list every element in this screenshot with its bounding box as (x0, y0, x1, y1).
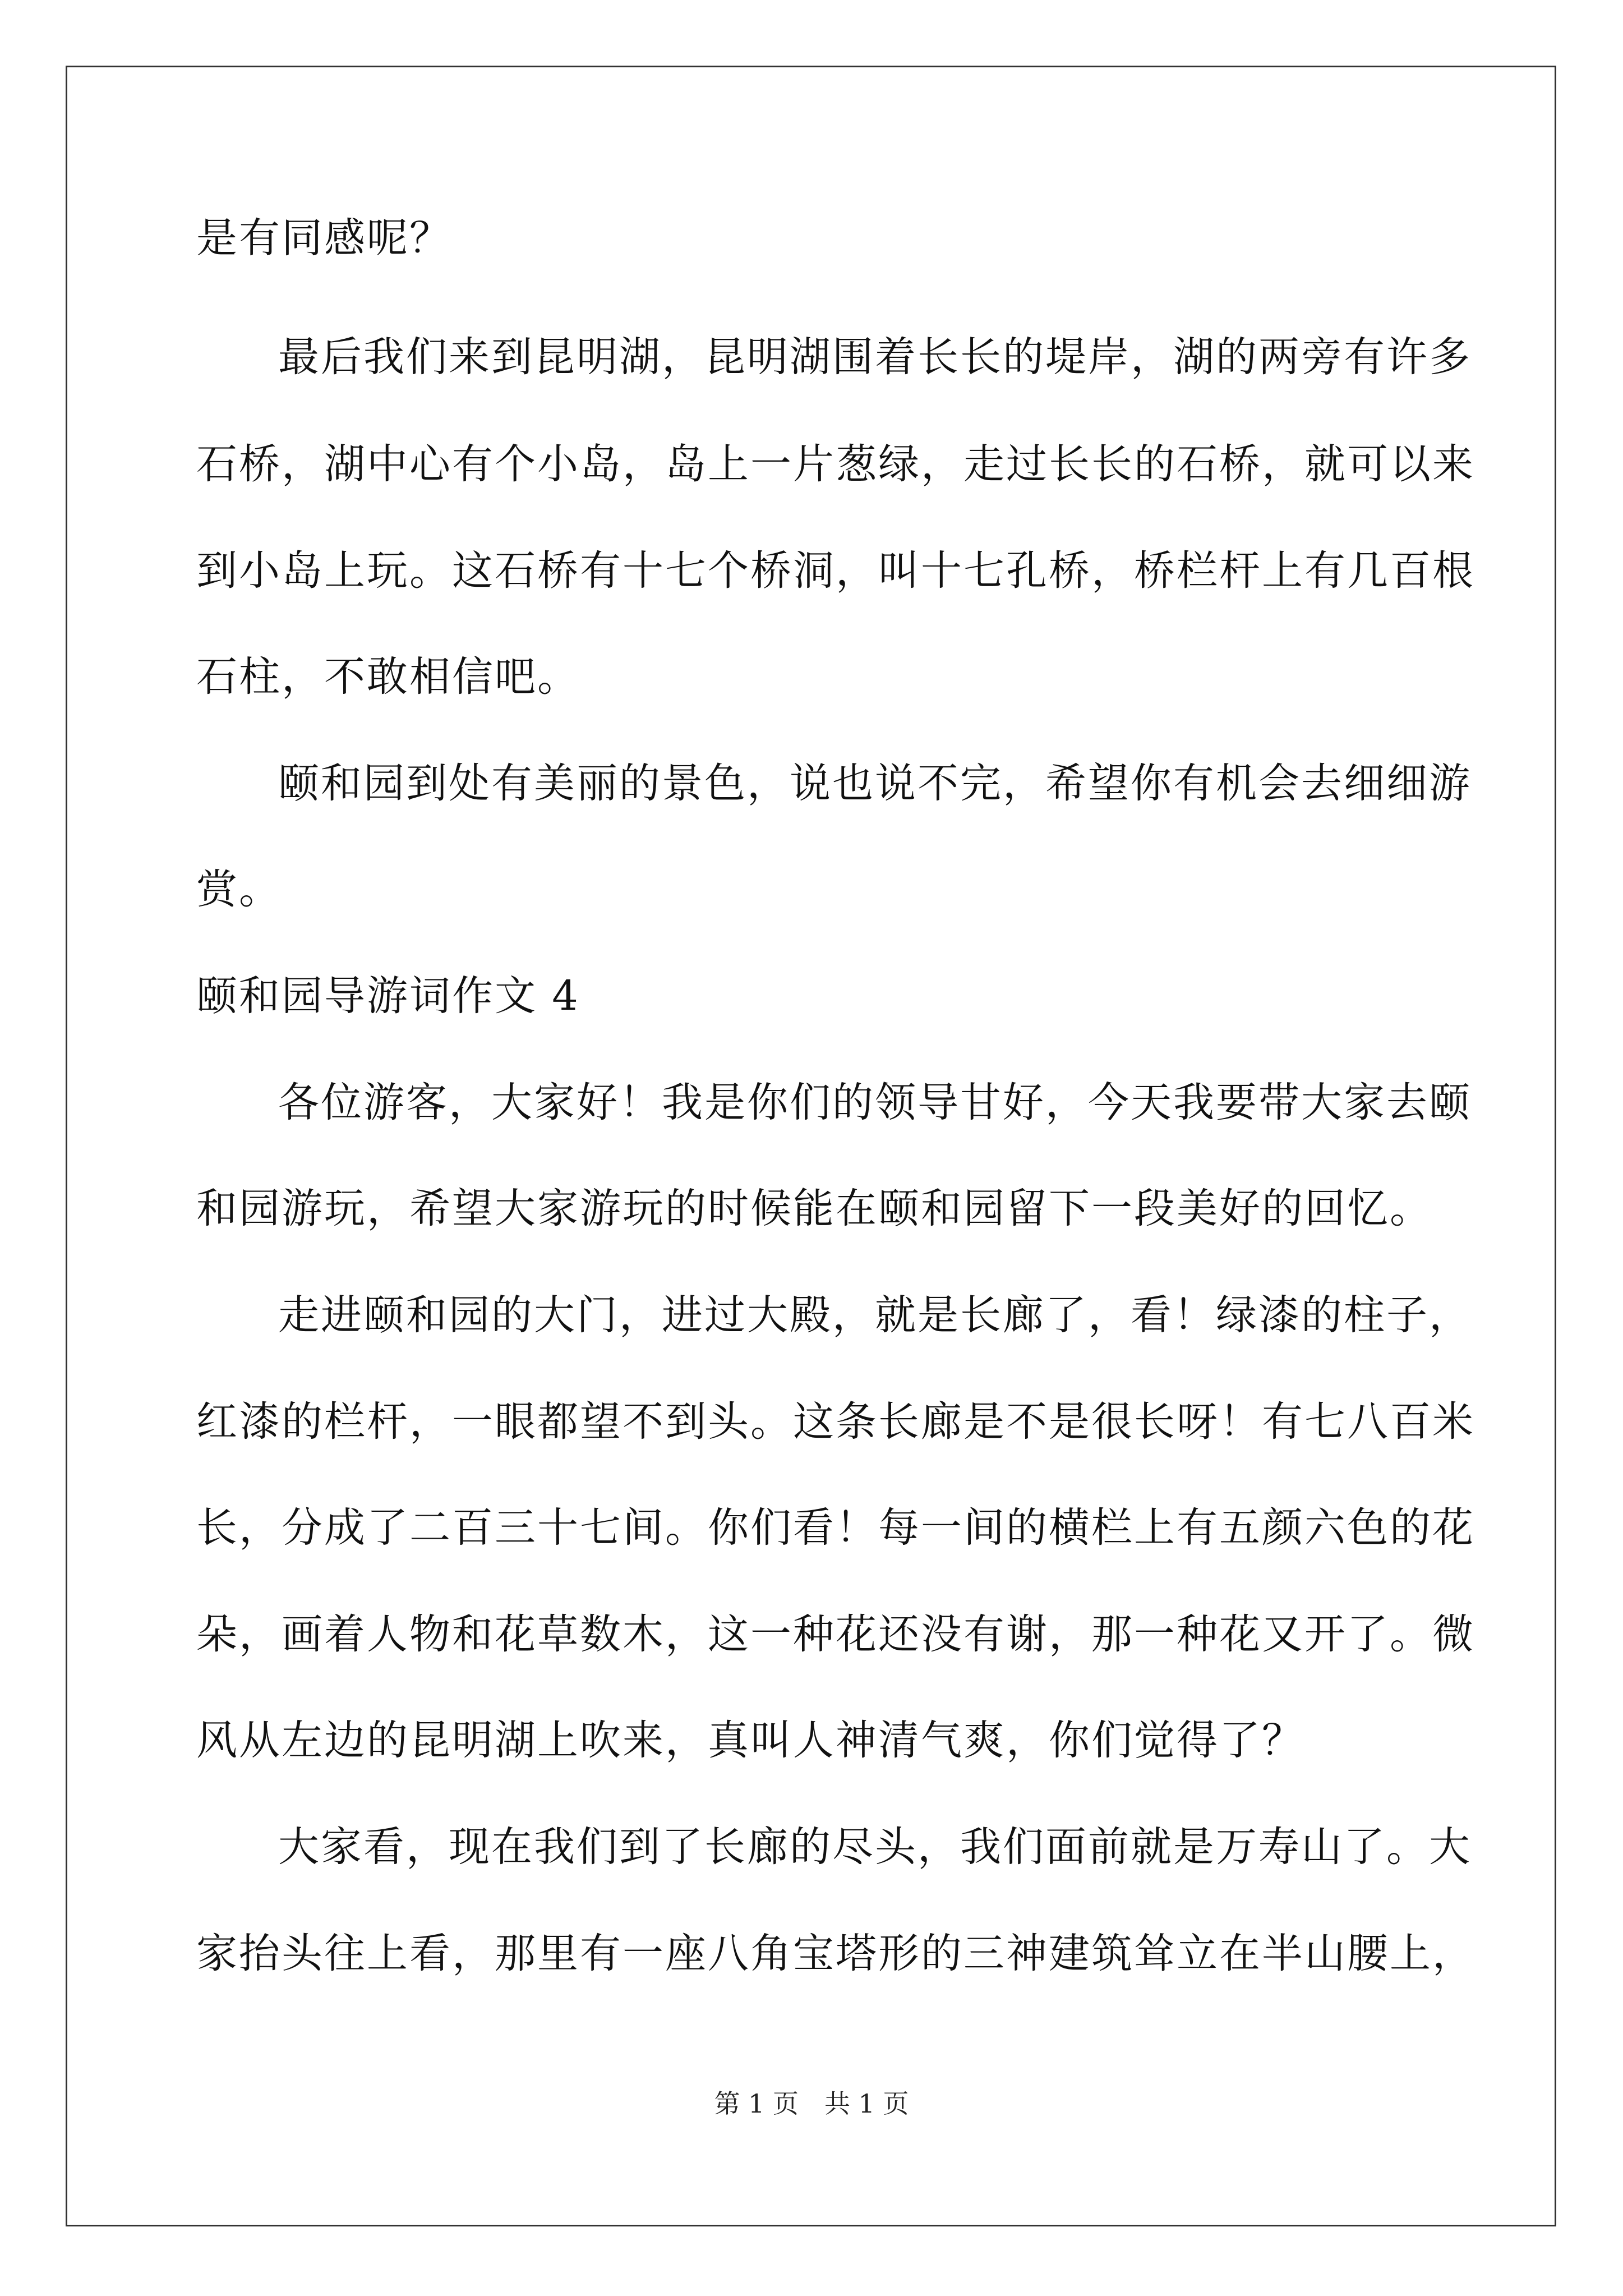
text-line: 石桥，湖中心有个小岛，岛上一片葱绿，走过长长的石桥，就可以来 (196, 440, 1475, 488)
page-border (66, 66, 1556, 2226)
text-line: 大家看，现在我们到了长廊的尽头，我们面前就是万寿山了。大 (278, 1823, 1472, 1871)
page-number-footer: 第 1 页 共 1 页 (714, 2088, 909, 2119)
text-line: 最后我们来到昆明湖，昆明湖围着长长的堤岸，湖的两旁有许多 (278, 333, 1472, 381)
text-line: 到小岛上玩。这石桥有十七个桥洞，叫十七孔桥，桥栏杆上有几百根 (196, 547, 1475, 595)
text-line: 石柱，不敢相信吧。 (196, 653, 580, 701)
text-line: 是有同感呢？ (196, 214, 452, 262)
text-line: 风从左边的昆明湖上吹来，真叫人神清气爽，你们觉得了？ (196, 1717, 1304, 1764)
text-line: 赏。 (196, 866, 282, 913)
text-line: 朵，画着人物和花草数木，这一种花还没有谢，那一种花又开了。微 (196, 1611, 1475, 1658)
text-line: 长，分成了二百三十七间。你们看！每一间的横栏上有五颜六色的花 (196, 1504, 1475, 1552)
text-line: 走进颐和园的大门，进过大殿，就是长廊了，看！绿漆的柱子， (278, 1291, 1472, 1339)
section-heading: 颐和园导游词作文 4 (196, 972, 580, 1020)
text-line: 和园游玩，希望大家游玩的时候能在颐和园留下一段美好的回忆。 (196, 1185, 1432, 1232)
text-line: 颐和园到处有美丽的景色，说也说不完，希望你有机会去细细游 (278, 760, 1472, 807)
text-line: 家抬头往上看，那里有一座八角宝塔形的三神建筑耸立在半山腰上， (196, 1930, 1475, 1977)
text-line: 各位游客，大家好！我是你们的领导甘好，今天我要带大家去颐 (278, 1079, 1472, 1126)
text-line: 红漆的栏杆，一眼都望不到头。这条长廊是不是很长呀！有七八百米 (196, 1398, 1475, 1446)
